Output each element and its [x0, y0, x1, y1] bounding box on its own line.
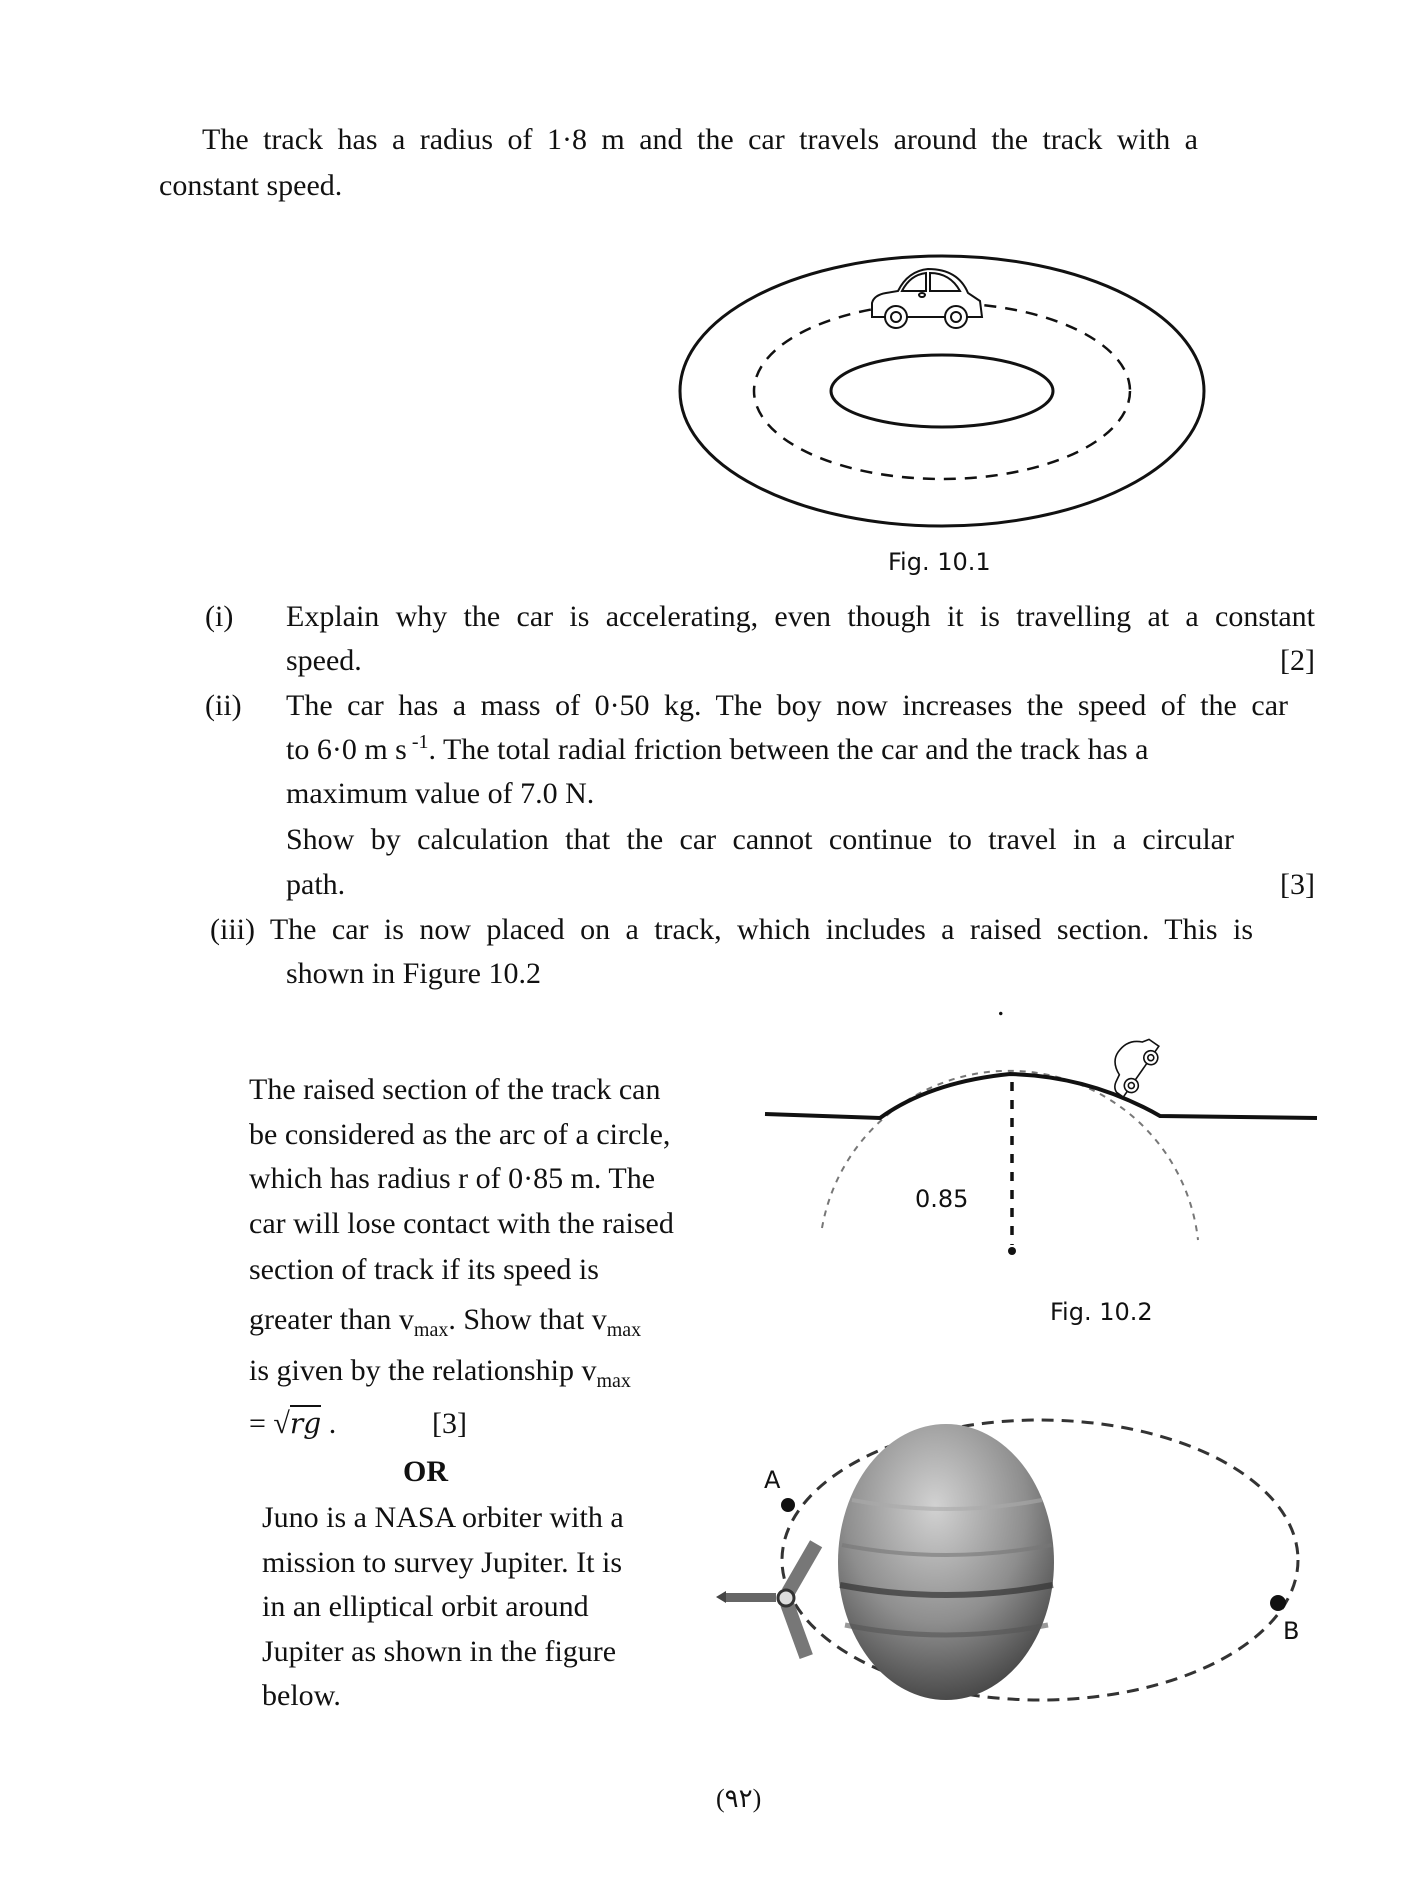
jupiter-planet	[838, 1424, 1054, 1700]
question-i-line-1: Explain why the car is accelerating, even though it is travelling at a constant	[286, 600, 1315, 633]
radius-label: 0.85	[915, 1185, 969, 1213]
juno-line-5: below.	[262, 1679, 341, 1712]
friction-text: . The total radial friction between the car and the track has a	[428, 733, 1149, 766]
or-separator: OR	[403, 1455, 448, 1488]
question-ii-line-1: The car has a mass of 0·50 kg. The boy now increases the speed of the car	[286, 689, 1288, 722]
question-iii-line-2: shown in Figure 10.2	[286, 957, 541, 990]
question-i-marks: [2]	[1280, 644, 1315, 677]
text: greater than v	[249, 1303, 414, 1336]
raised-line-1: The raised section of the track can	[249, 1073, 661, 1106]
circle-centre-dot	[1008, 1247, 1016, 1255]
track-figure	[680, 256, 1204, 526]
juno-line-4: Jupiter as shown in the figure	[262, 1635, 617, 1668]
point-b-label: B	[1283, 1617, 1300, 1645]
question-ii-line-3: maximum value of 7.0 N.	[286, 777, 595, 810]
juno-orbit-figure	[716, 1420, 1298, 1700]
sqrt-sign: √	[273, 1407, 290, 1440]
period: .	[321, 1407, 337, 1440]
fig-10-2-raised-track	[765, 1029, 1317, 1255]
raised-line-5: section of track if its speed is	[249, 1253, 599, 1286]
stray-dot: .	[997, 989, 1005, 1022]
unit-exponent: -1	[406, 731, 429, 753]
raised-line-3: which has radius r of 0·85 m. The	[249, 1162, 656, 1195]
raised-line-6	[249, 1302, 642, 1341]
question-iii-line-1: (iii) The car is now placed on a track, which includes a raised section. This is	[210, 913, 1253, 946]
juno-line-1: Juno is a NASA orbiter with a	[262, 1501, 624, 1534]
juno-line-2: mission to survey Jupiter. It is	[262, 1546, 622, 1579]
subscript-max: max	[596, 1370, 631, 1392]
question-i-line-2: speed.	[286, 644, 362, 677]
car-icon	[872, 269, 982, 328]
point-a-dot	[781, 1498, 795, 1512]
raised-line-7	[249, 1353, 631, 1392]
car-path-dashed	[754, 303, 1130, 479]
question-ii-line-5: path.	[286, 868, 346, 901]
point-b-dot	[1270, 1595, 1286, 1611]
page-number: (٩٢)	[716, 1784, 762, 1813]
car-on-hump-icon	[1099, 1029, 1165, 1101]
text: is given by the relationship v	[249, 1354, 597, 1387]
raised-line-2: be considered as the arc of a circle,	[249, 1118, 671, 1151]
elliptical-orbit	[782, 1420, 1298, 1700]
speed-text: to 6·0 m s	[286, 733, 407, 766]
outer-track-edge	[680, 256, 1204, 526]
equals: =	[249, 1407, 274, 1440]
question-ii-line-2	[286, 732, 1148, 768]
question-ii-line-4: Show by calculation that the car cannot continue to travel in a circular	[286, 823, 1234, 856]
subscript-max: max	[413, 1319, 449, 1341]
intro-line-2: constant speed.	[159, 169, 343, 202]
fig-10-1-caption: Fig. 10.1	[888, 548, 991, 576]
juno-line-3: in an elliptical orbit around	[262, 1590, 589, 1623]
dashed-circle-arc	[822, 1071, 1198, 1240]
inner-track-edge	[831, 355, 1053, 427]
subscript-max: max	[606, 1319, 642, 1341]
point-a-label: A	[764, 1466, 781, 1494]
question-i-label: (i)	[205, 600, 234, 633]
fig-10-2-caption: Fig. 10.2	[1050, 1298, 1153, 1326]
text: . Show that v	[448, 1303, 607, 1336]
track-surface	[765, 1074, 1317, 1118]
vmax-equation	[249, 1406, 336, 1442]
sqrt-expression: rg	[289, 1407, 322, 1440]
intro-line-1: The track has a radius of 1·8 m and the car travels around the track with a	[202, 123, 1198, 156]
raised-line-4: car will lose contact with the raised	[249, 1207, 674, 1240]
question-ii-label: (ii)	[205, 689, 242, 722]
question-ii-marks: [3]	[1280, 868, 1315, 901]
raised-marks: [3]	[432, 1407, 467, 1440]
juno-spacecraft-icon	[716, 1540, 822, 1659]
